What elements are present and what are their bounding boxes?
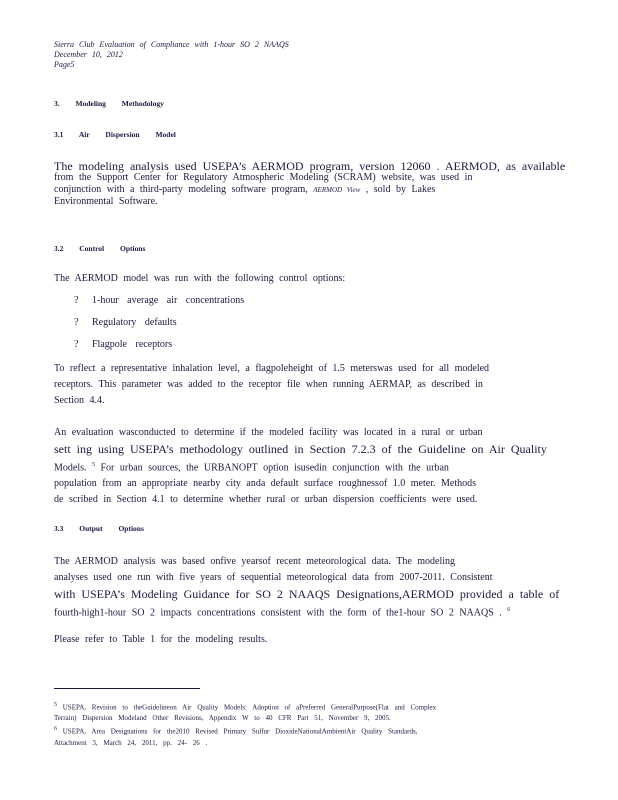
paragraph-line: with USEPA’s Modeling Guidance for SO 2 NAAQS Designations,AERMOD provided a table of (54, 587, 560, 601)
footnote-text: USEPA, Revision to theGuidelineon Air Quality Models: Adoption of aPreferred GeneralPurpose(Flat and Complex (62, 703, 437, 712)
section-3-heading: 3. Modeling Methodology (54, 99, 164, 108)
footnotes (54, 700, 554, 749)
list-item-text: Regulatory defaults (92, 317, 177, 328)
paragraph-text: fourth-high1-hour SO 2 impacts concentrations consistent with the form of the1-hour SO 2 NAAQS . (54, 607, 502, 619)
paragraph-line (54, 457, 534, 476)
list-item (74, 295, 244, 306)
running-header (54, 40, 289, 70)
bullet-mark: ? (74, 295, 79, 306)
paragraph-air-dispersion (54, 159, 566, 208)
list-item (74, 317, 177, 328)
paragraph-output-options (54, 554, 560, 621)
list-item (74, 339, 172, 350)
section-3-3-heading: 3.3 Output Options (54, 524, 144, 533)
software-name: AERMOD View (313, 186, 361, 194)
paragraph-text: conjunction with a third-party modeling software program, (54, 184, 308, 195)
paragraph-line: analyses used one run with five years of sequential meteorological data from 2007-2011. Consistent (54, 572, 493, 583)
footnote-number: 5 (54, 702, 57, 708)
paragraph-line: The modeling analysis used USEPA’s AERMOD program, version 12060 . AERMOD, as available (54, 159, 566, 173)
bullet-mark: ? (74, 317, 79, 328)
list-item-text: 1-hour average air concentrations (92, 295, 245, 306)
section-3-2-heading: 3.2 Control Options (54, 244, 146, 253)
footnote-number: 6 (54, 726, 57, 733)
footnote-6-line (54, 724, 554, 737)
header-line-3: Page5 (54, 60, 75, 69)
control-options-intro: The AERMOD model was run with the following control options: (54, 273, 346, 284)
header-line-1: Sierra Club Evaluation of Compliance with 1-hour SO 2 NAAQS (54, 40, 289, 49)
footnote-text: USEPA, Area Designations for the2010 Revised Primary Sulfur DioxideNationalAmbientAir Quality Standards, (62, 727, 418, 736)
list-item-text: Flagpole receptors (92, 339, 173, 350)
paragraph-line: receptors. This parameter was added to the receptor file when running AERMAP, as described in (54, 379, 483, 390)
paragraph-text: For urban sources, the URBANOPT option isusedin conjunction with the urban (100, 462, 449, 474)
paragraph-line: Section 4.4. (54, 395, 105, 406)
section-3-1-heading: 3.1 Air Dispersion Model (54, 130, 176, 139)
paragraph-line: sett ing using USEPA’s methodology outlined in Section 7.2.3 of the Guideline on Air Quality (54, 442, 547, 456)
header-line-2: December 10, 2012 (54, 50, 123, 59)
paragraph-flagpole (54, 361, 534, 409)
paragraph-line (54, 602, 534, 621)
footnote-5-line: Terrain) Dispersion Modeland Other Revisions, Appendix W to 40 CFR Part 51, November 9, 2005. (54, 714, 391, 723)
paragraph-line: de scribed in Section 4.1 to determine whether rural or urban dispersion coefficients were used. (54, 494, 478, 506)
footnote-6-line: Attachment 3, March 24, 2011, pp. 24- 26 . (54, 738, 208, 747)
footnote-ref-6: 6 (507, 607, 511, 613)
paragraph-line: Environmental Software. (54, 196, 158, 207)
footnote-divider (54, 688, 200, 689)
paragraph-line: population from an appropriate nearby city anda default surface roughnessof 1.0 meter. Methods (54, 478, 476, 490)
paragraph-line: An evaluation wasconducted to determine if the modeled facility was located in a rural or urban (54, 427, 483, 438)
bullet-mark: ? (74, 339, 79, 350)
paragraph-table-reference: Please refer to Table 1 for the modeling results. (54, 634, 268, 645)
footnote-5-line (54, 700, 554, 713)
paragraph-line: To reflect a representative inhalation level, a flagpoleheight of 1.5 meterswas used for all modeled (54, 363, 490, 374)
paragraph-urban-rural (54, 425, 547, 508)
paragraph-line (54, 184, 534, 196)
paragraph-text: , sold by Lakes (365, 184, 436, 195)
footnote-ref-5: 5 (92, 462, 95, 468)
paragraph-text: Models. (54, 462, 87, 474)
paragraph-line: The AERMOD analysis was based onfive yearsof recent meteorological data. The modeling (54, 556, 456, 567)
paragraph-line: from the Support Center for Regulatory Atmospheric Modeling (SCRAM) website, was used in (54, 172, 473, 183)
